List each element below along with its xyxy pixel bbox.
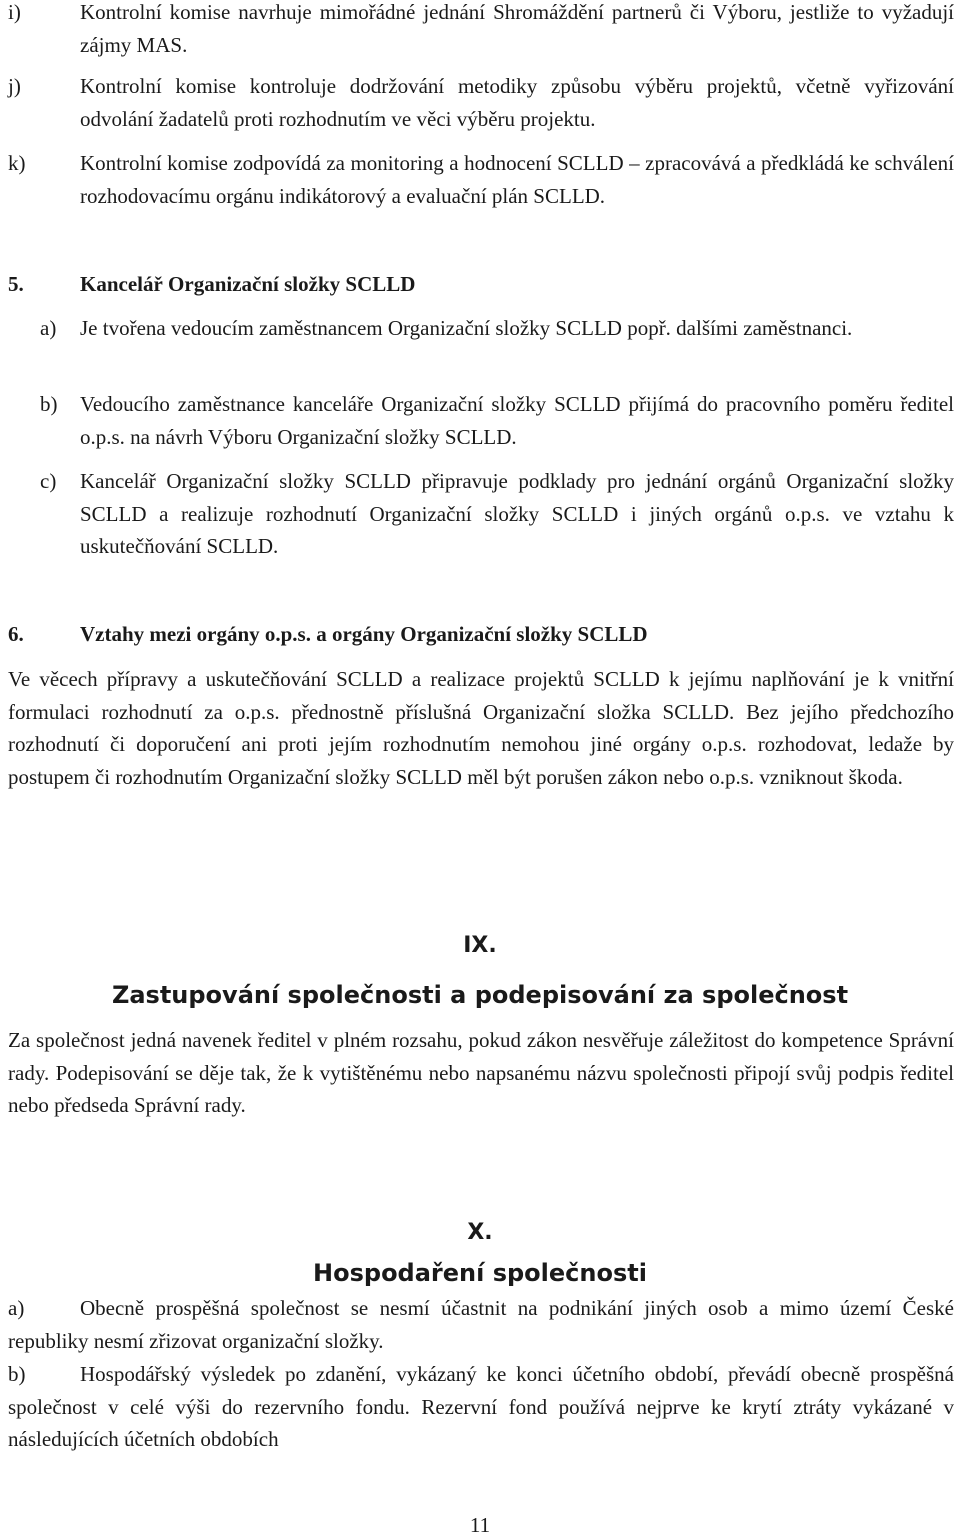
article-9-title: Zastupování společnosti a podepisování za společnost [111, 981, 849, 1009]
article-10-item-text-b: Hospodářský výsledek po zdanění, vykázaný ke konci účetního období, převádí obecně prospěšná společnost v celé výši do rezervního fondu. Rezervní fond používá nejprve ke krytí ztráty vykázané v následujících účetních obdobích [8, 1362, 954, 1451]
section-5-item-text-b: Vedoucího zaměstnance kanceláře Organizační složky SCLLD přijímá do pracovního poměru ředitel o.p.s. na návrh Výboru Organizační složky SCLLD. [80, 392, 954, 449]
item-text-j: Kontrolní komise kontroluje dodržování metodiky způsobu výběru projektů, včetně vyřizování odvolání žadatelů proti rozhodnutím ve věci výběru projektu. [80, 74, 954, 131]
article-10-item-b [8, 1358, 954, 1456]
article-10-item-a [8, 1292, 954, 1357]
item-label-j: j) [8, 74, 21, 98]
section-6-number: 6. [8, 622, 24, 646]
section-5-item-label-c: c) [40, 469, 57, 493]
section-5-item-text-c: Kancelář Organizační složky SCLLD připravuje podklady pro jednání orgánů Organizační složky SCLLD a realizuje rozhodnutí Organizační složky SCLLD i jiných orgánů o.p.s. ve vztahu k uskutečňování SCLLD. [80, 469, 954, 558]
item-text-k: Kontrolní komise zodpovídá za monitoring a hodnocení SCLLD – zpracovává a předkládá ke schválení rozhodovacímu orgánu indikátorový a evaluační plán SCLLD. [80, 151, 954, 208]
item-text-i: Kontrolní komise navrhuje mimořádné jednání Shromáždění partnerů či Výboru, jestliže to vyžadují zájmy MAS. [80, 0, 954, 57]
section-5-item-label-a: a) [40, 316, 57, 340]
article-10-item-label-b: b) [8, 1362, 26, 1386]
article-9-paragraph: Za společnost jedná navenek ředitel v plném rozsahu, pokud zákon nesvěřuje záležitost do kompetence Správní rady. Podepisování se děje tak, že k vytištěnému nebo napsanému názvu společnosti připojí svůj podpis ředitel nebo předseda Správní rady. [8, 1028, 954, 1117]
article-10-item-label-a-visible: a) [8, 1296, 25, 1320]
page-number: 11 [469, 1513, 491, 1537]
article-10-title: Hospodaření společnosti [313, 1259, 647, 1287]
section-5-item-text-a: Je tvořena vedoucím zaměstnancem Organizační složky SCLLD popř. dalšími zaměstnanci. [80, 316, 853, 340]
section-6-paragraph: Ve věcech přípravy a uskutečňování SCLLD a realizace projektů SCLLD k jejímu naplňování je k vnitřní formulaci rozhodnutí za o.p.s. přednostně příslušná Organizační složka SCLLD. Bez jejího předchozího rozhodnutí či doporučení ani proti jejím rozhodnutím nemohou jiné orgány o.p.s. rozhodovat, ledaže by postupem či rozhodnutím Organizační složky SCLLD měl být porušen zákon nebo o.p.s. vzniknout škoda. [8, 667, 954, 789]
section-5-number: 5. [8, 272, 24, 296]
item-label-i: i) [8, 0, 21, 24]
article-10-numeral: X. [467, 1220, 493, 1245]
section-6-title: Vztahy mezi orgány o.p.s. a orgány Organizační složky SCLLD [80, 622, 648, 646]
section-5-item-label-b: b) [40, 392, 58, 416]
item-label-k: k) [8, 151, 26, 175]
article-10-item-text-a: Obecně prospěšná společnost se nesmí účastnit na podnikání jiných osob a mimo území České republiky nesmí zřizovat organizační složky. [8, 1296, 954, 1353]
section-5-title: Kancelář Organizační složky SCLLD [80, 272, 416, 296]
article-9-numeral: IX. [463, 933, 497, 958]
